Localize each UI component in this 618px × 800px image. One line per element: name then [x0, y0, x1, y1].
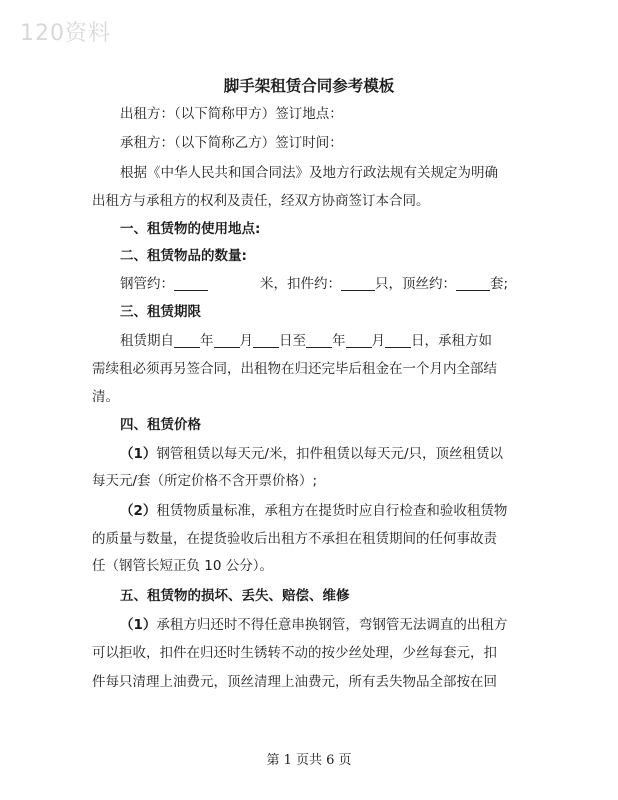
day-end-label: 日，承租方如	[411, 333, 492, 349]
clause-number: （1）	[120, 446, 157, 462]
clause-number: （1）	[120, 617, 157, 633]
day-to-label: 日至	[279, 333, 306, 349]
section-3-heading: 三、租赁期限	[120, 304, 201, 320]
set-label: 套;	[490, 276, 509, 292]
piece-label: 只，顶丝约：	[375, 276, 456, 292]
blank-year-start	[174, 333, 200, 348]
blank-day-start	[253, 333, 279, 348]
period-from-label: 租赁期自	[120, 333, 174, 349]
price-clause-2-line-3: 任（钢管长短正负 10 公分）。	[92, 558, 274, 574]
clause-number: （2）	[120, 503, 157, 519]
page-footer: 第 1 页共 6 页	[266, 753, 352, 768]
section-1-heading: 一、租赁物的使用地点:	[120, 221, 261, 237]
section-5-heading: 五、租赁物的损坏、丢失、赔偿、维修	[120, 588, 350, 604]
clause-text: 承租方归还时不得任意串换钢管，弯钢管无法调直的出租方	[156, 617, 508, 633]
document-title: 脚手架租赁合同参考模板	[223, 77, 395, 95]
price-clause-1-line-1	[120, 444, 532, 464]
year-label-end: 年	[332, 333, 346, 349]
period-line-2: 需续租必须再另签合同，出租物在归还完毕后租金在一个月内全部结	[92, 361, 497, 377]
blank-fastener	[341, 276, 375, 291]
watermark: 120资料	[20, 21, 111, 46]
price-clause-1-line-2: 每天元/套（所定价格不含开票价格）;	[92, 473, 318, 489]
clause-text: 钢管租赁以每天元/米，扣件租赁以每天元/只，顶丝租赁以	[156, 446, 504, 462]
meter-label: 米，扣件约：	[260, 276, 341, 292]
period-line-1	[120, 331, 532, 351]
month-label: 月	[239, 333, 253, 349]
clause-text: 租赁物质量标准，承租方在提货时应自行检查和验收租赁物	[156, 503, 508, 519]
blank-month-end	[346, 333, 372, 348]
lessor-line: 出租方：（以下简称甲方）签订地点：	[120, 106, 343, 122]
price-clause-2-line-2: 的质量与数量，在提货验收后出租方不承担在租赁期间的任何事故责	[92, 531, 497, 547]
month-label-end: 月	[371, 333, 385, 349]
blank-day-end	[385, 333, 411, 348]
period-line-3: 清。	[92, 389, 119, 405]
damage-clause-1-line-2: 可以拒收，扣件在归还时生锈转不动的按少丝处理，少丝每套元，扣	[92, 645, 497, 661]
steel-label: 钢管约：	[120, 276, 174, 292]
lessee-line: 承租方：（以下简称乙方）签订时间：	[120, 135, 343, 151]
quantity-line	[120, 274, 532, 294]
section-2-heading: 二、租赁物品的数量:	[120, 248, 247, 264]
damage-clause-1-line-1	[120, 615, 532, 635]
blank-steel	[174, 276, 208, 291]
blank-month-start	[214, 333, 240, 348]
price-clause-2-line-1	[120, 501, 532, 521]
year-label: 年	[200, 333, 214, 349]
section-4-heading: 四、租赁价格	[120, 417, 201, 433]
damage-clause-1-line-3: 件每只清理上油费元，顶丝清理上油费元，所有丢失物品全部按在回	[92, 674, 497, 690]
blank-year-end	[306, 333, 332, 348]
blank-jack	[456, 276, 490, 291]
intro-line-1: 根据《中华人民共和国合同法》及地方行政法规有关规定为明确	[120, 165, 498, 181]
intro-line-2: 出租方与承租方的权利及责任，经双方协商签订本合同。	[92, 193, 430, 209]
